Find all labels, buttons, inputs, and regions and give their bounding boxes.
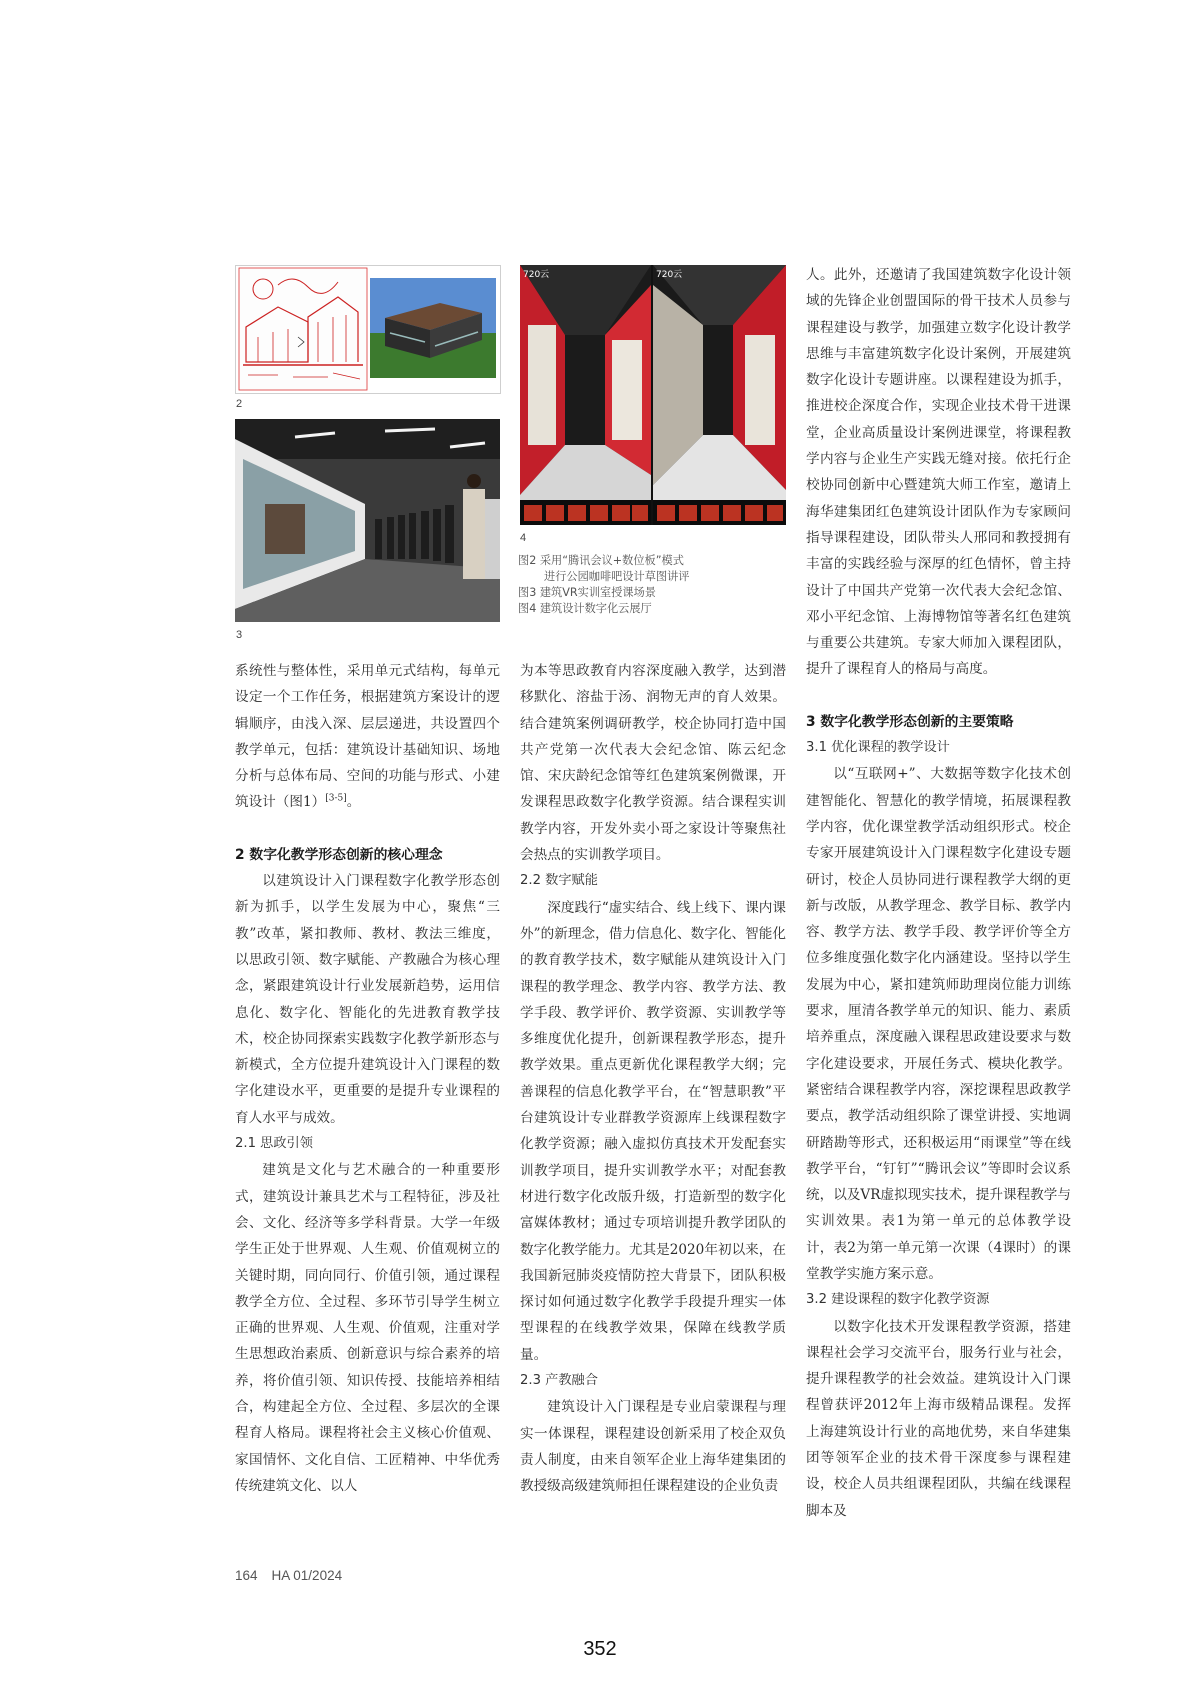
figure-3 — [235, 419, 500, 622]
subsection-heading-3-2: 3.2 建设课程的数字化教学资源 — [806, 1292, 990, 1308]
vr-classroom-photo — [235, 419, 500, 622]
cloud-exhibition-right — [653, 265, 786, 525]
page-footer — [235, 1568, 356, 1583]
subsection-heading-2-3: 2.3 产教融合 — [520, 1373, 598, 1389]
caption-fig3: 图3 建筑VR实训室授课场景 — [518, 586, 656, 599]
figure-3-number: 3 — [236, 629, 243, 641]
figure-2 — [235, 265, 501, 394]
3d-model-render — [370, 278, 496, 378]
subsection-heading-2-2: 2.2 数字赋能 — [520, 873, 598, 889]
paragraph: 建筑是文化与艺术融合的一种重要形式，建筑设计兼具艺术与工程特征，涉及社会、文化、经济等多学科背景。大学一年级学生正处于世界观、人生观、价值观树立的关键时期，同向同行、价值引领，通过课程教学全方位、全过程、多环节引导学生树立正确的世界观、人生观、价值观，注重对学生思想政治素质、创新意识与综合素养的培养，将价值引领、知识传授、技能培养相结合，构建起全方位、全过程、多层次的全课程育人格局。课程将社会主义核心价值观、家国情怀、文化自信、工匠精神、中华优秀传统建筑文化、以人 — [235, 1162, 500, 1494]
column-2 — [520, 658, 786, 1500]
document-page-number: 352 — [583, 1638, 617, 1660]
paragraph: 以“互联网+”、大数据等数字化技术创建智能化、智慧化的教学情境，拓展课程教学内容，优化课堂教学活动组织形式。校企专家开展建筑设计入门课程数字化建设专题研讨，校企人员协同进行课程教学大纲的更新与改版，从教学理念、教学目标、教学内容、教学方法、教学手段、教学评价等全方位多维度强化数字化内涵建设。坚持以学生发展为中心，紧扣建筑师助理岗位能力训练要求，厘清各教学单元的知识、能力、素质培养重点，深度融入课程思政建设要求与数字化建设要求，开展任务式、模块化教学。紧密结合课程教学内容，深挖课程思政教学要点，教学活动组织除了课堂讲授、实地调研踏勘等形式，还积极运用“雨课堂”等在线教学平台，“钉钉”“腾讯会议”等即时会议系统，以及VR虚拟现实技术，提升课程教学与实训效果。表1为第一单元的总体教学设计，表2为第一单元第一次课（4课时）的课堂教学实施方案示意。 — [806, 766, 1071, 1282]
journal-page-number: 164 — [235, 1568, 258, 1583]
figure-4-number: 4 — [520, 532, 527, 544]
vr-badge-left: 720云 — [523, 270, 550, 280]
caption-fig4: 图4 建筑设计数字化云展厅 — [518, 602, 652, 615]
paragraph: 为本等思政教育内容深度融入教学，达到潜移默化、溶盐于汤、润物无声的育人效果。结合建筑案例调研教学，校企协同打造中国共产党第一次代表大会纪念馆、陈云纪念馆、宋庆龄纪念馆等红色建筑案例微课，开发课程思政数字化教学资源。结合课程实训教学内容，开发外卖小哥之家设计等聚焦社会热点的实训教学项目。 — [520, 663, 786, 864]
cloud-exhibition-left — [520, 265, 651, 525]
column-1 — [235, 658, 500, 1499]
figure-captions — [518, 553, 788, 617]
caption-fig2: 图2 采用“腾讯会议+数位板”模式 — [518, 554, 684, 567]
paragraph: 深度践行“虚实结合、线上线下、课内课外”的新理念，借力信息化、数字化、智能化的教育教学技术，数字赋能从建筑设计入门课程的教学理念、教学内容、教学方法、教学手段、教学评价、教学资源、实训教学等多维度优化提升，创新课程教学形态，提升教学效果。重点更新优化课程教学大纲；完善课程的信息化教学平台，在“智慧职教”平台建筑设计专业群教学资源库上线课程数字化教学资源；融入虚拟仿真技术开发配套实训教学项目，提升实训教学水平；对配套教材进行数字化改版升级，打造新型的数字化富媒体教材；通过专项培训提升教学团队的数字化教学能力。尤其是2020年初以来，在我国新冠肺炎疫情防控大背景下，团队积极探讨如何通过数字化教学手段提升理实一体型课程的在线教学效果，保障在线教学质量。 — [520, 899, 786, 1363]
paragraph: 以数字化技术开发课程教学资源，搭建课程社会学习交流平台，服务行业与社会，提升课程教学的社会效益。建筑设计入门课程曾获评2012年上海市级精品课程。发挥上海建筑设计行业的高地优势，来自华建集团等领军企业的技术骨干深度参与课程建设，校企人员共组课程团队，共编在线课程脚本及 — [806, 1318, 1071, 1519]
figure-4 — [520, 265, 786, 525]
journal-issue: HA 01/2024 — [271, 1568, 343, 1583]
vr-badge-right: 720云 — [656, 270, 683, 280]
column-3 — [806, 262, 1071, 1524]
caption-fig2-continued: 进行公园咖啡吧设计草图讲评 — [544, 570, 690, 583]
subsection-heading-3-1: 3.1 优化课程的教学设计 — [806, 740, 950, 756]
paragraph: 以建筑设计入门课程数字化教学形态创新为抓手，以学生发展为中心，聚焦“三教”改革，紧扣教师、教材、教法三维度，以思政引领、数字赋能、产教融合为核心理念，紧跟建筑设计行业发展新趋势，运用信息化、数字化、智能化的先进教育教学技术，校企协同探索实践数字化教学新形态与新模式，全方位提升建筑设计入门课程的数字化建设水平，更重要的是提升专业课程的育人水平与成效。 — [235, 873, 500, 1126]
citation: [3-5] — [325, 793, 347, 804]
sketch-drawing — [238, 267, 368, 392]
paragraph: 系统性与整体性，采用单元式结构，每单元设定一个工作任务，根据建筑方案设计的逻辑顺序，由浅入深、层层递进，共设置四个教学单元，包括：建筑设计基础知识、场地分析与总体布局、空间的功能与形式、小建筑设计（图1）[3-5]。 — [235, 663, 500, 811]
figure-2-number: 2 — [236, 398, 243, 410]
section-heading-3: 3 数字化教学形态创新的主要策略 — [806, 713, 1014, 730]
subsection-heading-2-1: 2.1 思政引领 — [235, 1136, 313, 1152]
section-heading-2: 2 数字化教学形态创新的核心理念 — [235, 846, 443, 863]
paragraph: 人。此外，还邀请了我国建筑数字化设计领域的先锋企业创盟国际的骨干技术人员参与课程建设与教学，加强建立数字化设计教学思维与丰富建筑数字化设计案例，开展建筑数字化设计专题讲座。以课程建设为抓手，推进校企深度合作，实现企业技术骨干进课堂，企业高质量设计案例进课堂，将课程教学内容与企业生产实践无缝对接。依托行企校协同创新中心暨建筑大师工作室，邀请上海华建集团红色建筑设计团队作为专家顾问指导课程建设，团队带头人邢同和教授拥有丰富的实践经验与深厚的红色情怀，曾主持设计了中国共产党第一次代表大会纪念馆、邓小平纪念馆、上海博物馆等著名红色建筑与重要公共建筑。专家大师加入课程团队，提升了课程育人的格局与高度。 — [806, 267, 1071, 678]
paragraph: 建筑设计入门课程是专业启蒙课程与理实一体课程，课程建设创新采用了校企双负责人制度，由来自领军企业上海华建集团的教授级高级建筑师担任课程建设的企业负责 — [520, 1399, 786, 1495]
